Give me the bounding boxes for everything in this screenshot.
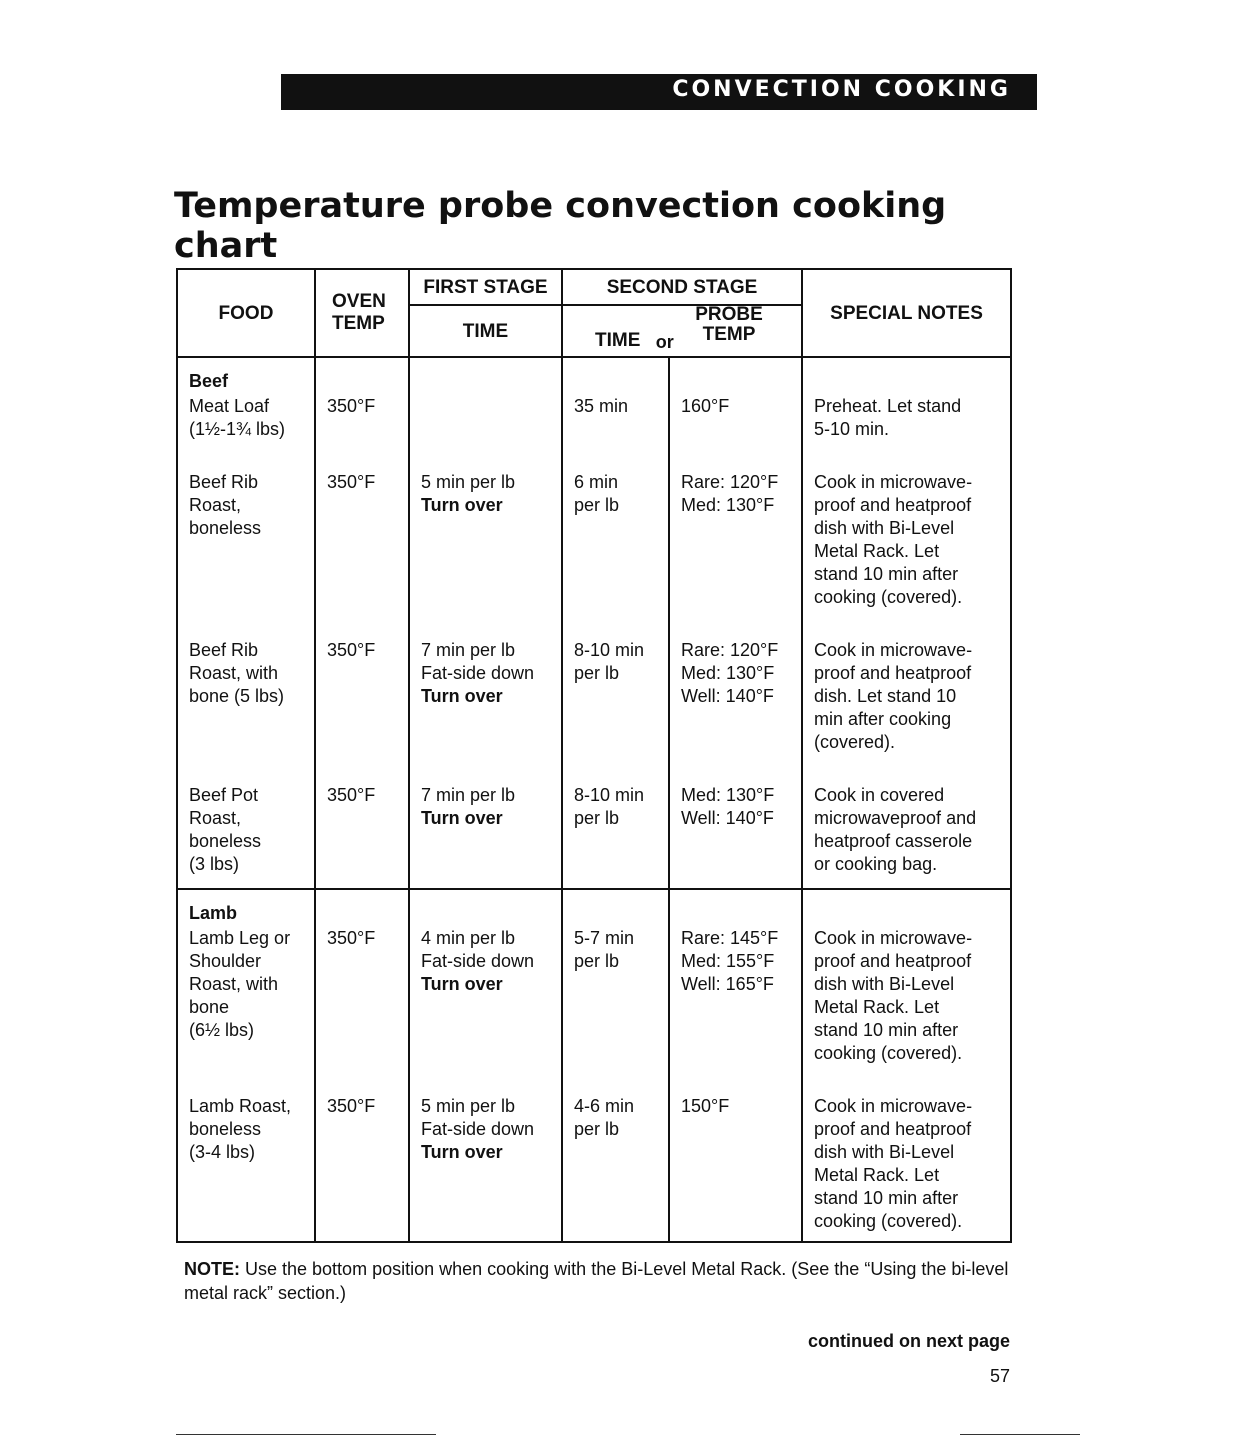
food-name-line: (6½ lbs)	[189, 1020, 255, 1040]
bottom-rule-left	[176, 1434, 436, 1435]
turn-over-instruction: Turn over	[421, 1142, 503, 1162]
probe-temp-line: 150°F	[681, 1096, 730, 1116]
food-name-line: Lamb Roast,	[189, 1096, 292, 1116]
second-stage-time-line: per lb	[574, 663, 620, 683]
table-row	[177, 784, 1011, 889]
special-note-line: Cook in covered	[814, 785, 945, 805]
cell-special-notes	[802, 1095, 1011, 1242]
special-note-line: proof and heatproof	[814, 495, 972, 515]
food-name-line: Meat Loaf	[189, 396, 270, 416]
header-probe-temp: PROBE TEMP	[695, 303, 763, 345]
food-name-line: Roast, with	[189, 663, 279, 683]
special-note-line: cooking (covered).	[814, 1043, 963, 1063]
first-stage-time-line: Fat-side down	[421, 663, 535, 683]
special-note-line: dish with Bi-Level	[814, 518, 955, 538]
continued-notice: continued on next page	[807, 1331, 1010, 1351]
special-note-line: stand 10 min after	[814, 1020, 959, 1040]
cell-special-notes	[802, 639, 1011, 784]
header-second-stage: SECOND STAGE	[562, 269, 802, 305]
food-name-line: (3-4 lbs)	[189, 1142, 256, 1162]
cell-special-notes	[802, 889, 1011, 1095]
food-name-line: (1½-1¾ lbs)	[189, 419, 286, 439]
cell-first-stage-time	[409, 357, 562, 471]
probe-temp-line: Rare: 120°F	[681, 640, 779, 660]
special-note-line: (covered).	[814, 732, 896, 752]
food-name-line: (3 lbs)	[189, 854, 240, 874]
section-header-title: CONVECTION COOKING	[672, 77, 1011, 102]
food-name-line: boneless	[189, 831, 262, 851]
chart-body	[177, 357, 1011, 1242]
food-name-line: boneless	[189, 1119, 262, 1139]
food-name-line: Roast, with	[189, 974, 279, 994]
cell-food	[177, 889, 315, 1095]
special-note-line: dish. Let stand 10	[814, 686, 957, 706]
cell-oven-temp: 350°F	[315, 889, 409, 1095]
special-note-line: stand 10 min after	[814, 1188, 959, 1208]
header-oven-temp-label: OVEN TEMP	[332, 291, 386, 334]
table-row	[177, 357, 1011, 471]
special-note-line: Cook in microwave-	[814, 640, 973, 660]
special-note-line: Metal Rack. Let	[814, 1165, 940, 1185]
cell-first-stage-time	[409, 471, 562, 639]
second-stage-time-line: per lb	[574, 808, 620, 828]
header-food: FOOD	[177, 269, 315, 357]
first-stage-time-line: Fat-side down	[421, 951, 535, 971]
footnote-label: NOTE:	[184, 1259, 240, 1279]
second-stage-time-line: 35 min	[574, 396, 629, 416]
cell-oven-temp: 350°F	[315, 471, 409, 639]
turn-over-instruction: Turn over	[421, 495, 503, 515]
table-row	[177, 471, 1011, 639]
header-second-time-or-probe	[562, 305, 802, 357]
probe-temp-line: Rare: 120°F	[681, 472, 779, 492]
probe-temp-line: Well: 140°F	[681, 808, 774, 828]
food-group-label: Lamb	[189, 903, 238, 923]
cell-food	[177, 471, 315, 639]
header-or: or	[655, 331, 674, 352]
probe-temp-line: Rare: 145°F	[681, 928, 779, 948]
probe-temp-line: Med: 130°F	[681, 785, 775, 805]
probe-temp-line: Well: 140°F	[681, 686, 774, 706]
second-stage-time-line: per lb	[574, 495, 620, 515]
special-note-line: cooking (covered).	[814, 1211, 963, 1231]
cell-first-stage-time	[409, 784, 562, 889]
second-stage-time-line: 6 min	[574, 472, 619, 492]
cell-oven-temp: 350°F	[315, 639, 409, 784]
cell-second-stage-time	[562, 784, 669, 889]
special-note-line: heatproof casserole	[814, 831, 973, 851]
cell-probe-temp	[669, 471, 802, 639]
food-name-line: Beef Pot	[189, 785, 259, 805]
cell-special-notes	[802, 471, 1011, 639]
probe-temp-line: Med: 130°F	[681, 495, 775, 515]
food-name-line: bone (5 lbs)	[189, 686, 285, 706]
cell-second-stage-time	[562, 357, 669, 471]
second-stage-time-line: 5-7 min	[574, 928, 635, 948]
food-name-line: Roast,	[189, 495, 242, 515]
cell-second-stage-time	[562, 639, 669, 784]
header-first-stage: FIRST STAGE	[409, 269, 562, 305]
special-note-line: cooking (covered).	[814, 587, 963, 607]
food-name-line: Shoulder	[189, 951, 262, 971]
cell-probe-temp	[669, 889, 802, 1095]
footnote-text: Use the bottom position when cooking with the Bi-Level Metal Rack. (See the “Using the bi-level metal rack” section.)	[184, 1259, 1009, 1303]
second-stage-time-line: per lb	[574, 951, 620, 971]
special-note-line: proof and heatproof	[814, 663, 972, 683]
cell-probe-temp	[669, 784, 802, 889]
cell-probe-temp	[669, 639, 802, 784]
food-group-label: Beef	[189, 371, 229, 391]
cell-food	[177, 784, 315, 889]
cell-oven-temp: 350°F	[315, 1095, 409, 1242]
cell-first-stage-time	[409, 1095, 562, 1242]
food-name-line: boneless	[189, 518, 262, 538]
cell-probe-temp	[669, 357, 802, 471]
first-stage-time-line: 4 min per lb	[421, 928, 516, 948]
turn-over-instruction: Turn over	[421, 974, 503, 994]
table-row	[177, 639, 1011, 784]
cell-special-notes	[802, 784, 1011, 889]
probe-temp-line: Med: 155°F	[681, 951, 775, 971]
first-stage-time-line: Fat-side down	[421, 1119, 535, 1139]
food-name-line: Roast,	[189, 808, 242, 828]
special-note-line: min after cooking	[814, 709, 952, 729]
cell-food	[177, 1095, 315, 1242]
special-note-line: Metal Rack. Let	[814, 541, 940, 561]
first-stage-time-line: 7 min per lb	[421, 785, 516, 805]
bottom-rule-right	[960, 1434, 1080, 1435]
header-first-time: TIME	[409, 305, 562, 357]
food-name-line: Beef Rib	[189, 472, 259, 492]
special-note-line: proof and heatproof	[814, 951, 972, 971]
special-note-line: or cooking bag.	[814, 854, 938, 874]
footnote	[184, 1257, 1014, 1305]
special-note-line: Metal Rack. Let	[814, 997, 940, 1017]
probe-temp-line: Med: 130°F	[681, 663, 775, 683]
section-header-bar	[281, 74, 1037, 110]
special-note-line: microwaveproof and	[814, 808, 977, 828]
special-note-line: Cook in microwave-	[814, 1096, 973, 1116]
special-note-line: dish with Bi-Level	[814, 974, 955, 994]
special-note-line: proof and heatproof	[814, 1119, 972, 1139]
special-note-line: Cook in microwave-	[814, 472, 973, 492]
table-row	[177, 889, 1011, 1095]
special-note-line: stand 10 min after	[814, 564, 959, 584]
cell-second-stage-time	[562, 1095, 669, 1242]
special-note-line: dish with Bi-Level	[814, 1142, 955, 1162]
turn-over-instruction: Turn over	[421, 686, 503, 706]
first-stage-time-line: 7 min per lb	[421, 640, 516, 660]
probe-temp-line: 160°F	[681, 396, 730, 416]
first-stage-time-line: 5 min per lb	[421, 472, 516, 492]
food-name-line: bone	[189, 997, 230, 1017]
special-note-line: 5-10 min.	[814, 419, 890, 439]
header-second-time: TIME	[595, 329, 641, 351]
page-number: 57	[990, 1366, 1011, 1386]
cooking-chart-table	[176, 268, 1012, 1243]
second-stage-time-line: per lb	[574, 1119, 620, 1139]
food-name-line: Lamb Leg or	[189, 928, 291, 948]
special-note-line: Preheat. Let stand	[814, 396, 962, 416]
probe-temp-line: Well: 165°F	[681, 974, 774, 994]
page-title: Temperature probe convection cooking chart	[174, 186, 947, 266]
food-name-line: Beef Rib	[189, 640, 259, 660]
cell-oven-temp: 350°F	[315, 784, 409, 889]
second-stage-time-line: 8-10 min	[574, 785, 645, 805]
cell-oven-temp: 350°F	[315, 357, 409, 471]
cell-second-stage-time	[562, 471, 669, 639]
cell-first-stage-time	[409, 889, 562, 1095]
cell-probe-temp	[669, 1095, 802, 1242]
cell-food	[177, 639, 315, 784]
cell-special-notes	[802, 357, 1011, 471]
cell-first-stage-time	[409, 639, 562, 784]
second-stage-time-line: 4-6 min	[574, 1096, 635, 1116]
special-note-line: Cook in microwave-	[814, 928, 973, 948]
first-stage-time-line: 5 min per lb	[421, 1096, 516, 1116]
cell-second-stage-time	[562, 889, 669, 1095]
cell-food	[177, 357, 315, 471]
header-oven-temp	[315, 269, 409, 357]
second-stage-time-line: 8-10 min	[574, 640, 645, 660]
turn-over-instruction: Turn over	[421, 808, 503, 828]
table-row	[177, 1095, 1011, 1242]
header-special-notes: SPECIAL NOTES	[802, 269, 1011, 357]
